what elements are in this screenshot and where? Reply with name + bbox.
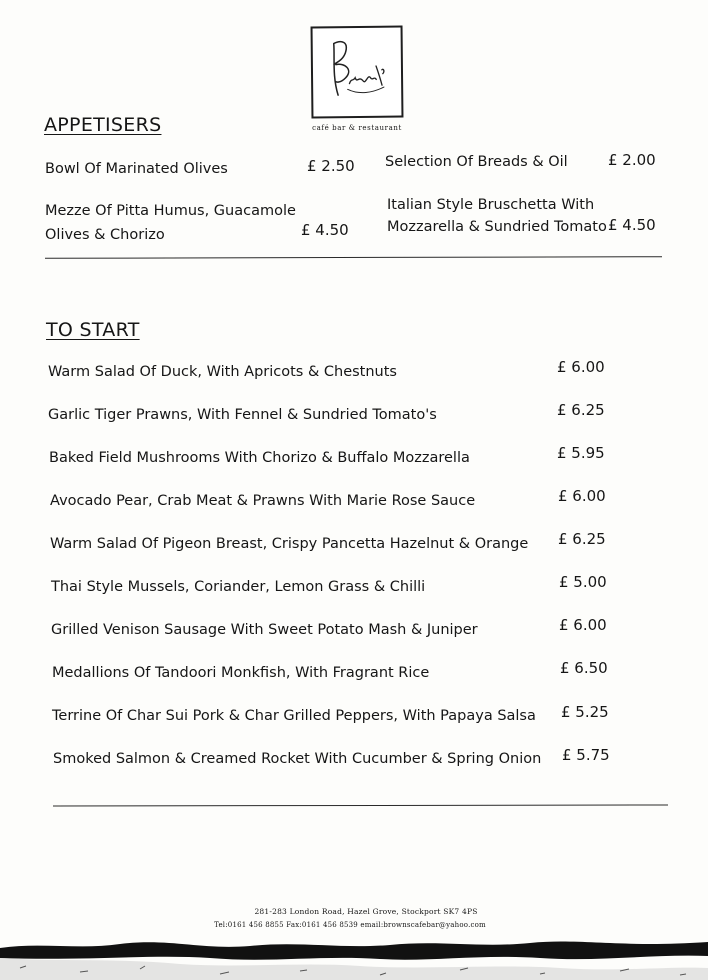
starter-item-price: £ 5.75 [562,746,610,764]
appetisers-heading: APPETISERS [44,114,162,136]
appetiser-item-price: £ 4.50 [301,221,349,239]
starter-item-price: £ 5.25 [561,703,609,721]
appetiser-item-name: Mezze Of Pitta Humus, Guacamole [45,203,296,219]
starter-item-price: £ 6.50 [560,659,608,677]
appetiser-item-name: Italian Style Bruschetta With [387,197,595,213]
starter-item-price: £ 5.00 [559,573,607,591]
starter-item-name: Thai Style Mussels, Coriander, Lemon Grass & Chilli [51,579,426,595]
starter-item-name: Smoked Salmon & Creamed Rocket With Cucumber & Spring Onion [53,751,542,767]
section-divider [53,804,668,806]
starter-item-price: £ 6.25 [557,401,605,419]
appetiser-item-price: £ 2.50 [307,157,355,175]
browns-signature-logo-icon [313,28,402,117]
starter-item-price: £ 5.95 [557,444,605,462]
footer-address: 281-283 London Road, Hazel Grove, Stockport SK7 4PS [254,907,478,916]
starter-item-name: Baked Field Mushrooms With Chorizo & Buffalo Mozzarella [49,450,470,466]
starter-item-price: £ 6.00 [559,616,607,634]
to-start-heading: TO START [46,319,140,341]
starter-item-name: Warm Salad Of Duck, With Apricots & Chestnuts [48,364,397,380]
starter-item-name: Avocado Pear, Crab Meat & Prawns With Marie Rose Sauce [50,493,476,509]
logo-tagline: café bar & restaurant [312,124,402,132]
starter-item-price: £ 6.25 [558,530,606,548]
starter-item-name: Garlic Tiger Prawns, With Fennel & Sundried Tomato's [48,407,437,423]
decorative-ground-band [0,928,708,980]
appetiser-item-name-line2: Mozzarella & Sundried Tomato [387,219,607,235]
appetiser-item-price: £ 2.00 [608,151,656,169]
starter-item-price: £ 6.00 [558,487,606,505]
appetiser-item-name-line2: Olives & Chorizo [45,227,165,243]
starter-item-name: Terrine Of Char Sui Pork & Char Grilled Peppers, With Papaya Salsa [52,708,536,724]
appetiser-item-name: Bowl Of Marinated Olives [45,161,228,177]
starter-item-name: Warm Salad Of Pigeon Breast, Crispy Pancetta Hazelnut & Orange [50,536,529,552]
starter-item-price: £ 6.00 [557,358,605,376]
section-divider [45,256,662,259]
browns-logo [311,26,404,119]
footer-contact: Tel:0161 456 8855 Fax:0161 456 8539 email:brownscafebar@yahoo.com [214,921,486,929]
starter-item-name: Medallions Of Tandoori Monkfish, With Fragrant Rice [52,665,430,681]
appetiser-item-price: £ 4.50 [608,216,656,234]
appetiser-item-name: Selection Of Breads & Oil [385,154,568,170]
starter-item-name: Grilled Venison Sausage With Sweet Potato Mash & Juniper [51,622,478,638]
